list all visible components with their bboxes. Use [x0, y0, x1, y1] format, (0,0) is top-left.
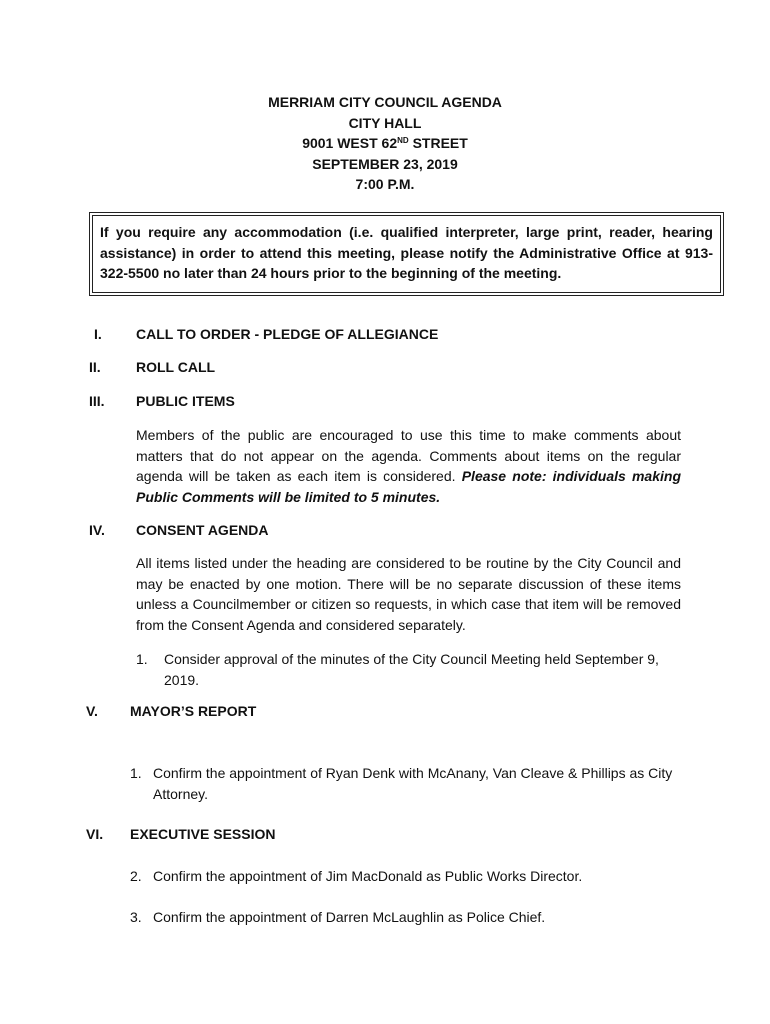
- section-title-mayors-report: MAYOR’S REPORT: [130, 703, 257, 719]
- venue-name: CITY HALL: [348, 114, 422, 131]
- public-items-text: Members of the public are encouraged to use this time to make comments about matters that do not appear on the agenda. Comments about items on the regular agenda will be taken as each item is considered.: [136, 427, 681, 484]
- item-number: 3.: [130, 909, 142, 925]
- list-item: [130, 907, 675, 928]
- item-text: Consider approval of the minutes of the City Council Meeting held September 9, 2019.: [164, 651, 659, 688]
- list-item: [130, 866, 675, 887]
- item-text: Confirm the appointment of Darren McLaughlin as Police Chief.: [153, 909, 546, 925]
- agenda-header: [0, 92, 770, 195]
- meeting-date: SEPTEMBER 23, 2019: [312, 155, 458, 172]
- accommodation-notice-box: [89, 212, 724, 296]
- section-title-consent-agenda: CONSENT AGENDA: [136, 522, 269, 538]
- item-text: Confirm the appointment of Ryan Denk with McAnany, Van Cleave & Phillips as City Attorney.: [153, 765, 673, 802]
- section-title-public-items: PUBLIC ITEMS: [136, 393, 235, 409]
- agenda-title: MERRIAM CITY COUNCIL AGENDA: [268, 94, 502, 110]
- meeting-time: 7:00 P.M.: [355, 176, 415, 193]
- accommodation-notice-text: If you require any accommodation (i.e. qualified interpreter, large print, reader, hearing assistance) in order to attend this meeting, please notify the Administrative Office at 913-322-5500 no later than 24 hours prior to the beginning of the meeting.: [92, 215, 721, 293]
- section-number: I.: [94, 326, 102, 342]
- list-item: [130, 763, 675, 804]
- section-title-call-to-order: CALL TO ORDER - PLEDGE OF ALLEGIANCE: [136, 326, 439, 342]
- venue-address: [0, 133, 770, 154]
- item-number: 2.: [130, 868, 142, 884]
- section-title-roll-call: ROLL CALL: [136, 359, 216, 375]
- section-number: II.: [89, 359, 101, 375]
- item-number: 1.: [136, 651, 148, 667]
- section-number: III.: [89, 393, 105, 409]
- item-number: 1.: [130, 765, 142, 781]
- public-items-note: Please note: individuals making Public Comments will be limited to 5 minutes.: [136, 468, 681, 505]
- address-prefix: 9001 WEST 62: [302, 135, 398, 152]
- address-ordinal: ND: [397, 136, 409, 146]
- section-title-executive-session: EXECUTIVE SESSION: [130, 826, 276, 842]
- section-number: IV.: [89, 522, 105, 538]
- address-suffix: STREET: [408, 135, 468, 152]
- item-text: Confirm the appointment of Jim MacDonald as Public Works Director.: [153, 868, 583, 884]
- section-number: V.: [86, 703, 98, 719]
- list-item: [136, 649, 681, 690]
- section-number: VI.: [86, 826, 104, 842]
- consent-agenda-paragraph: All items listed under the heading are considered to be routine by the City Council and may be enacted by one motion. There will be no separate discussion of these items unless a Councilmember or citizen so requests, in which case that item will be removed from the Consent Agenda and considered separately.: [136, 555, 681, 633]
- public-items-paragraph: [136, 425, 681, 507]
